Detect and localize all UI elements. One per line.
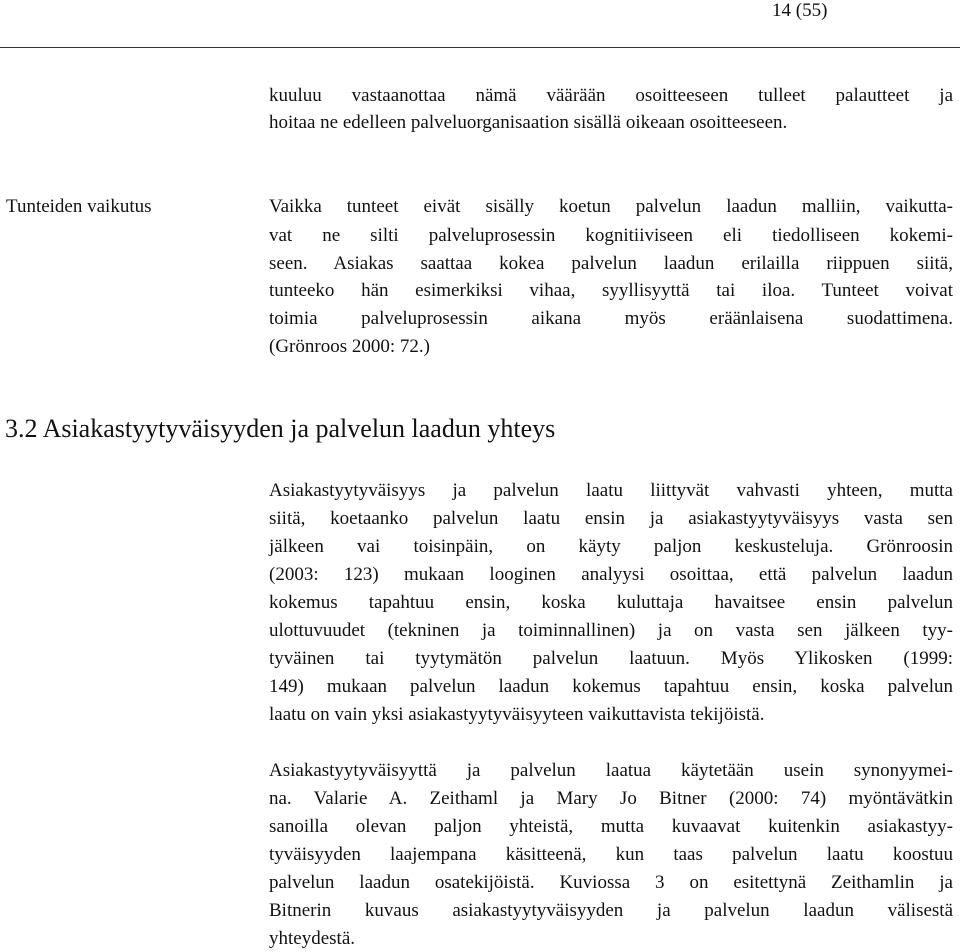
body-line: tyväisyyden laajempana käsitteenä, kun taas palvelun laatu koostuu: [269, 844, 953, 865]
body-line: ulottuvuudet (tekninen ja toiminnallinen) ja on vasta sen jälkeen tyy-: [269, 620, 953, 641]
body-line: Asiakastyytyväisyys ja palvelun laatu liittyvät vahvasti yhteen, mutta: [269, 480, 953, 501]
body-line: palvelun laadun osatekijöistä. Kuviossa 3 on esitettynä Zeithamlin ja: [269, 872, 953, 893]
body-line: sanoilla olevan paljon yhteistä, mutta kuvaavat kuitenkin asiakastyy-: [269, 816, 953, 837]
body-line: seen. Asiakas saattaa kokea palvelun laadun erilailla riippuen siitä,: [269, 253, 953, 274]
body-line: laatu on vain yksi asiakastyytyväisyyteen vaikuttavista tekijöistä.: [269, 704, 765, 725]
header-rule: [0, 47, 960, 48]
body-line: vat ne silti palveluprosessin kognitiiviseen eli tiedolliseen kokemi-: [269, 225, 953, 246]
body-line: yhteydestä.: [269, 928, 356, 949]
body-line: (Grönroos 2000: 72.): [269, 336, 430, 357]
body-line: na. Valarie A. Zeithaml ja Mary Jo Bitner (2000: 74) myöntävätkin: [269, 788, 953, 809]
body-line: tyväinen tai tyytymätön palvelun laatuun. Myös Ylikosken (1999:: [269, 648, 953, 669]
section-heading: 3.2 Asiakastyytyväisyyden ja palvelun laadun yhteys: [5, 414, 556, 443]
body-line: kokemus tapahtuu ensin, koska kuluttaja havaitsee ensin palvelun: [269, 592, 953, 613]
body-line: toimia palveluprosessin aikana myös eräänlaisena suodattimena.: [269, 308, 953, 329]
page-number: 14 (55): [772, 0, 828, 21]
body-line: hoitaa ne edelleen palveluorganisaation sisällä oikeaan osoitteeseen.: [269, 112, 788, 133]
margin-note: Tunteiden vaikutus: [6, 196, 152, 217]
body-line: (2003: 123) mukaan looginen analyysi osoittaa, että palvelun laadun: [269, 564, 953, 585]
body-line: siitä, koetaanko palvelun laatu ensin ja asiakastyytyväisyys vasta sen: [269, 508, 953, 529]
body-line: kuuluu vastaanottaa nämä väärään osoitteeseen tulleet palautteet ja: [269, 85, 953, 106]
body-line: Asiakastyytyväisyyttä ja palvelun laatua käytetään usein synonyymei-: [269, 760, 953, 781]
body-line: jälkeen vai toisinpäin, on käyty paljon keskusteluja. Grönroosin: [269, 536, 953, 557]
body-line: Bitnerin kuvaus asiakastyytyväisyyden ja palvelun laadun välisestä: [269, 900, 953, 921]
body-line: 149) mukaan palvelun laadun kokemus tapahtuu ensin, koska palvelun: [269, 676, 953, 697]
body-line: tunteeko hän esimerkiksi vihaa, syyllisyyttä tai iloa. Tunteet voivat: [269, 280, 953, 301]
body-line: Vaikka tunteet eivät sisälly koetun palvelun laadun malliin, vaikutta-: [269, 196, 953, 217]
